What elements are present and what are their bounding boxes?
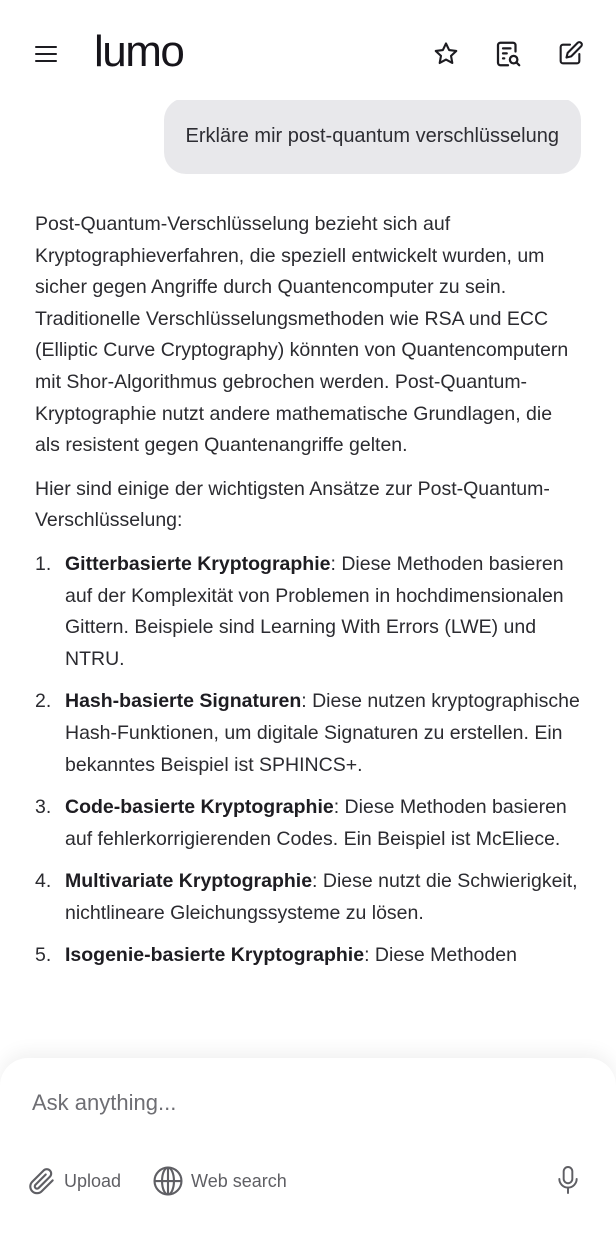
new-chat-button[interactable] xyxy=(554,38,586,70)
list-item-title: Hash-basierte Signaturen xyxy=(65,690,302,713)
web-search-button[interactable] xyxy=(151,1164,287,1198)
star-icon xyxy=(432,40,460,68)
upload-label: Upload xyxy=(64,1170,122,1191)
web-search-label: Web search xyxy=(191,1170,287,1191)
voice-input-button[interactable] xyxy=(552,1162,584,1198)
list-item xyxy=(35,792,580,855)
favorite-button[interactable] xyxy=(430,38,462,70)
user-message-bubble xyxy=(164,98,582,174)
list-item-title: Isogenie-basierte Kryptographie xyxy=(65,944,365,967)
list-item-text: : Diese Methoden xyxy=(364,944,517,967)
list-item-number: 1. xyxy=(35,552,52,575)
list-item-number: 5. xyxy=(35,944,52,967)
hamburger-menu-icon xyxy=(34,44,58,64)
paperclip-icon xyxy=(26,1165,58,1197)
user-message-text: Erkläre mir post-quantum verschlüsselung xyxy=(185,124,559,147)
approaches-list xyxy=(35,549,580,972)
list-item-number: 3. xyxy=(35,796,52,819)
top-bar xyxy=(0,0,616,100)
list-item xyxy=(35,549,580,675)
search-chats-button[interactable] xyxy=(492,38,524,70)
upload-button[interactable] xyxy=(26,1165,121,1197)
edit-square-icon xyxy=(556,40,584,68)
assistant-answer xyxy=(35,209,580,983)
list-item-number: 2. xyxy=(35,690,52,713)
list-item xyxy=(35,686,580,781)
menu-button[interactable] xyxy=(32,40,60,68)
header-actions xyxy=(430,38,586,70)
list-item-text: : Diese Methoden basieren auf der Komplexität von Problemen in hochdimensionalen Gittern. Beispiele sind Learning With Errors (LWE) und NTRU. xyxy=(65,552,564,670)
list-item-text: : Diese nutzen kryptographische Hash-Funktionen, um digitale Signaturen zu erstellen. Ein bekanntes Beispiel ist SPHINCS+. xyxy=(65,690,580,776)
list-item-title: Gitterbasierte Kryptographie xyxy=(65,552,331,575)
list-item-number: 4. xyxy=(35,870,52,893)
lumo-logo[interactable]: lumo xyxy=(94,27,184,76)
document-search-icon xyxy=(493,39,523,69)
list-item xyxy=(35,866,580,929)
list-item-title: Code-basierte Kryptographie xyxy=(65,796,334,819)
list-item-title: Multivariate Kryptographie xyxy=(65,870,313,893)
globe-icon xyxy=(151,1164,185,1198)
answer-list-intro: Hier sind einige der wichtigsten Ansätze zur Post-Quantum-Verschlüsselung: xyxy=(35,477,550,532)
microphone-icon xyxy=(555,1164,581,1196)
composer-tools xyxy=(26,1164,287,1198)
answer-intro: Post-Quantum-Verschlüsselung bezieht sich auf Kryptographieverfahren, die speziell entwickelt wurden, um sicher gegen Angriffe durch Quantencomputer zu sein. Traditionelle Verschlüsselungsmethoden wie RSA und ECC (Elliptic Curve Cryptography) könnten von Quantencomputern mit Shor-Algorithmus gebrochen werden. Post-Quantum-Kryptographie nutzt andere mathematische Grundlagen, die als resistent gegen Quantenangriffe gelten. xyxy=(35,213,569,457)
message-composer xyxy=(0,1058,616,1233)
ask-input[interactable] xyxy=(32,1090,572,1116)
list-item-text: : Diese Methoden basieren auf fehlerkorrigierenden Codes. Ein Beispiel ist McEliece. xyxy=(65,796,567,850)
list-item-text: : Diese nutzt die Schwierigkeit, nichtlineare Gleichungssysteme zu lösen. xyxy=(65,870,578,924)
list-item xyxy=(35,940,580,972)
